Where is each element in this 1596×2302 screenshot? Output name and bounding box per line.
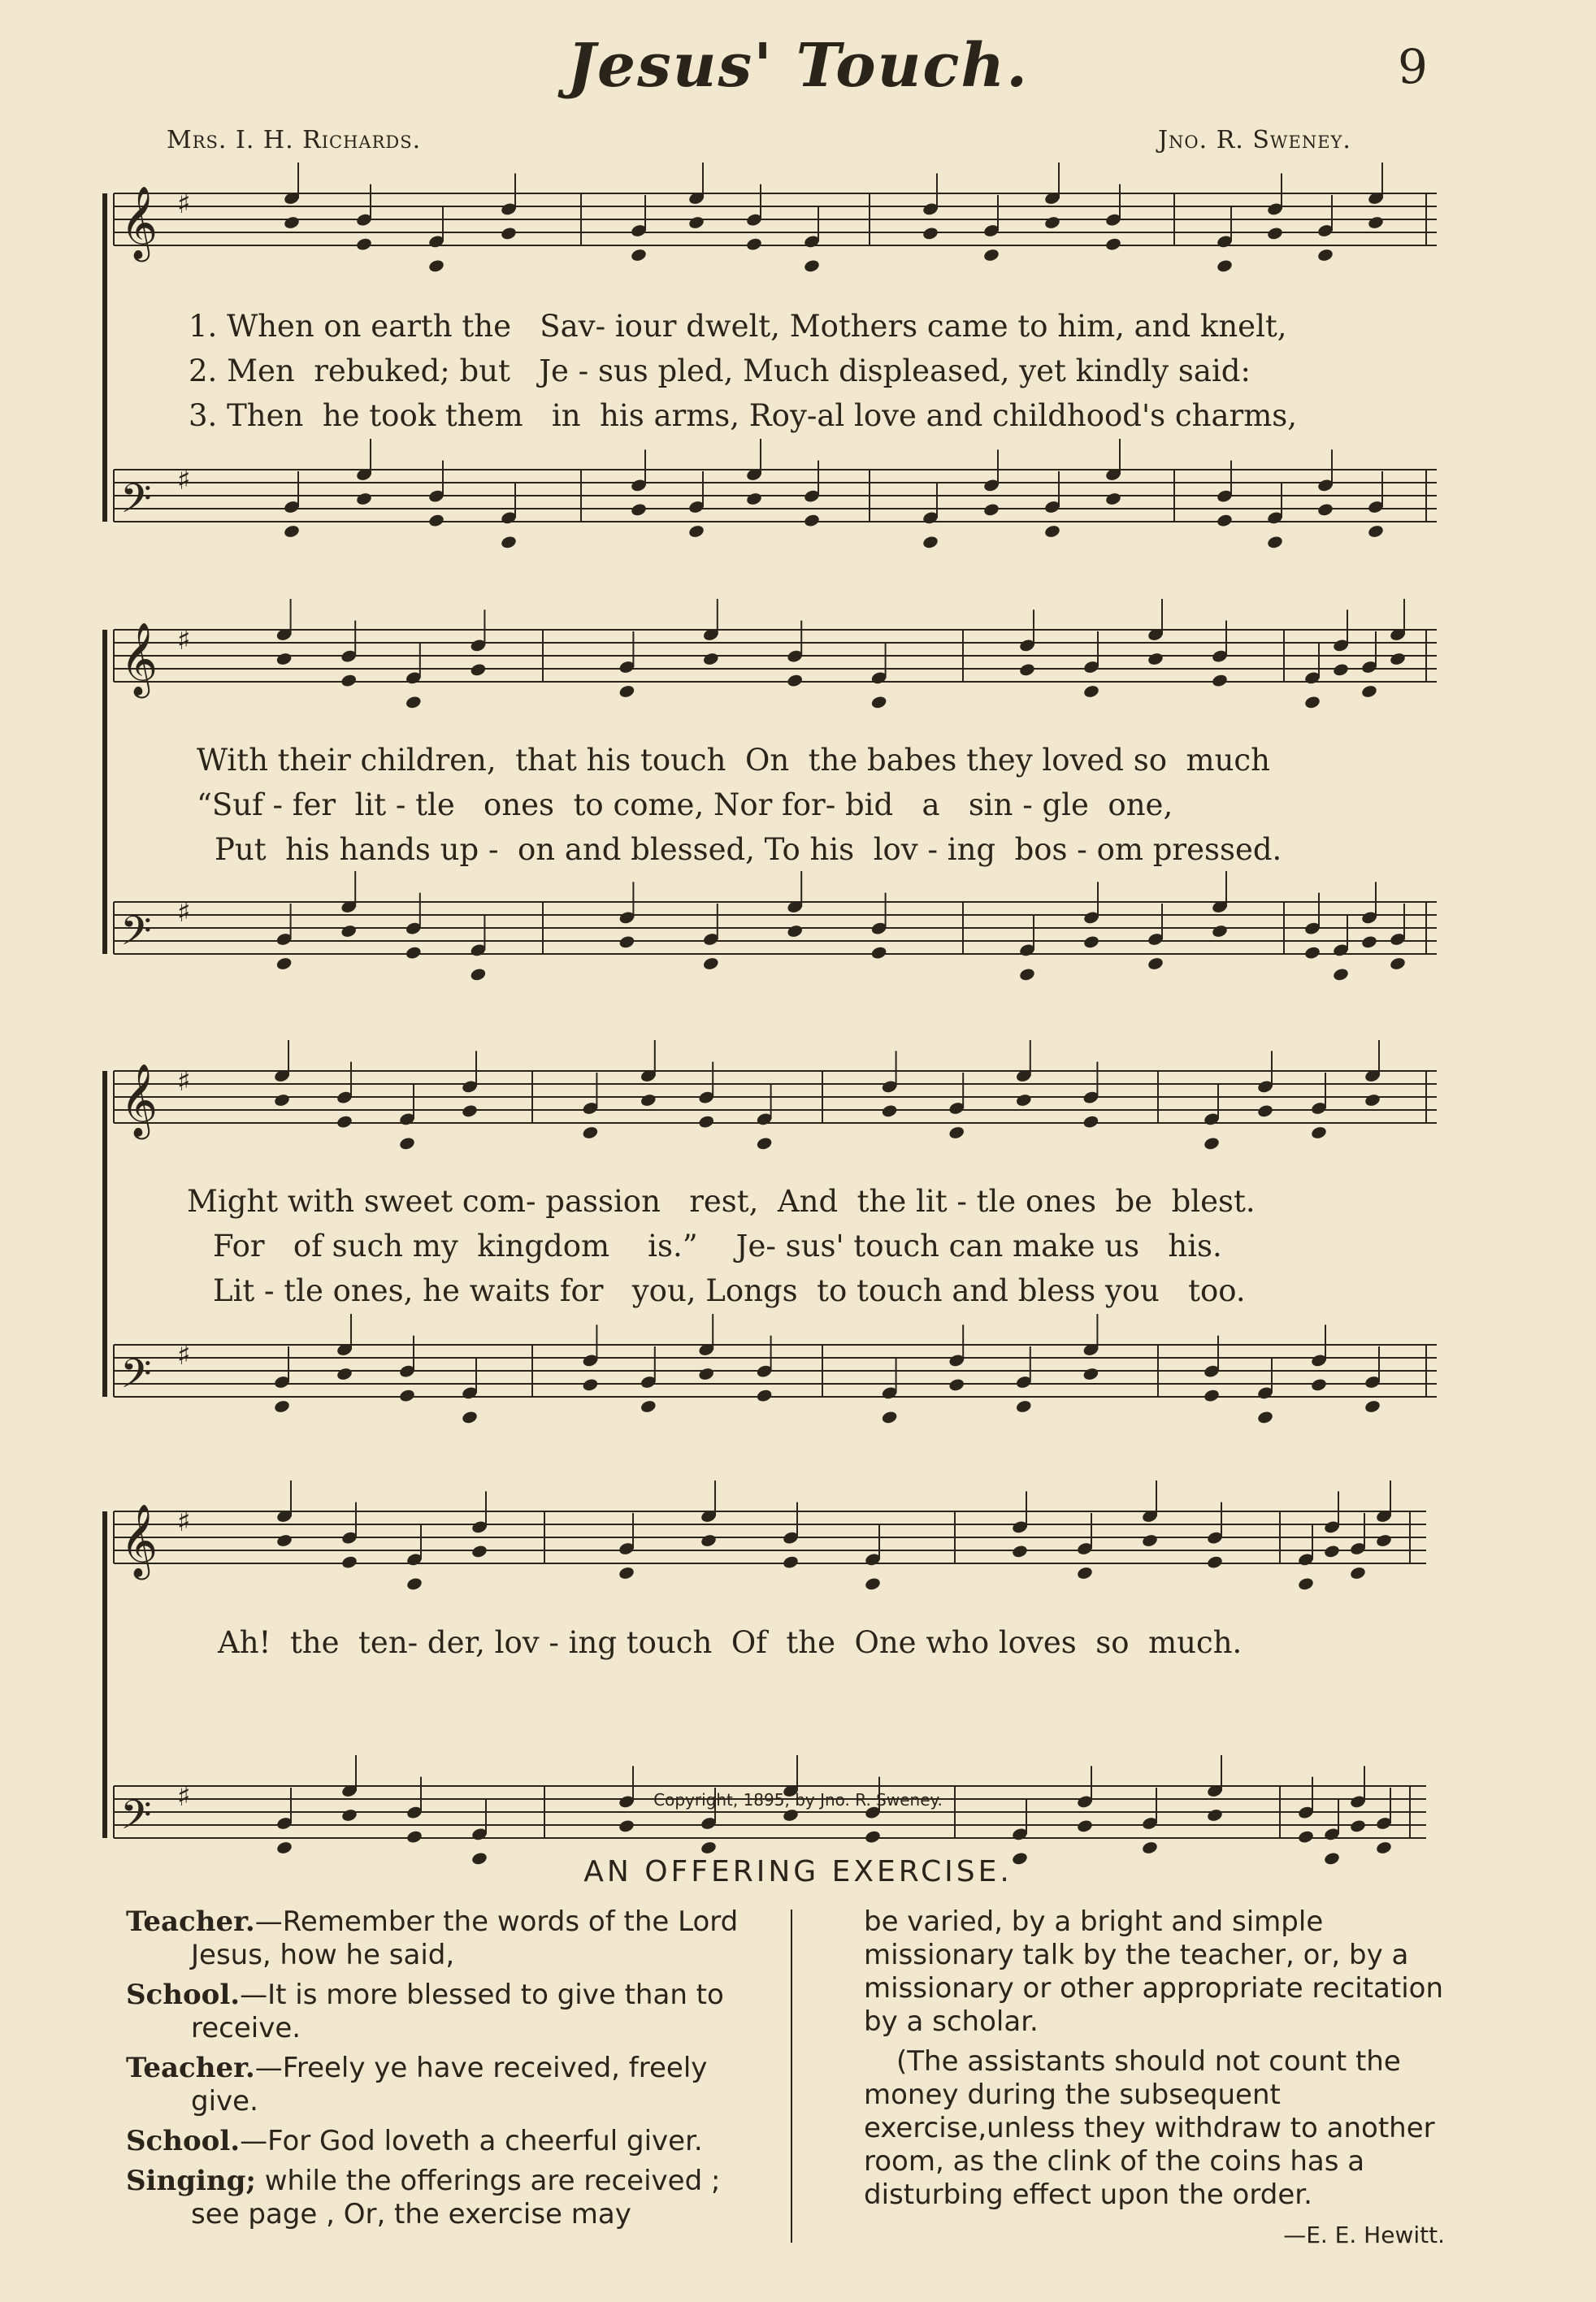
note-head xyxy=(1360,684,1377,699)
note-head xyxy=(630,248,647,262)
note-head xyxy=(1018,662,1035,677)
note-head xyxy=(700,1840,717,1855)
note-head xyxy=(787,673,804,687)
note-head xyxy=(1297,1576,1314,1591)
treble-clef: 𝄞 xyxy=(120,1064,158,1137)
note-head xyxy=(1104,236,1121,251)
note-head xyxy=(1018,967,1035,982)
note-head xyxy=(461,1103,478,1118)
note-head xyxy=(1323,1544,1340,1559)
sharp-sign: ♯ xyxy=(177,1780,191,1813)
note-head xyxy=(1206,1554,1223,1569)
note-head xyxy=(618,684,635,699)
note-head xyxy=(470,662,487,677)
note-head xyxy=(1104,492,1121,506)
note-head xyxy=(1076,1819,1093,1833)
note-head xyxy=(1349,1566,1366,1580)
note-head xyxy=(745,236,762,251)
note-head xyxy=(1256,1410,1273,1424)
lyric-line: 2. Men rebuked; but Je - sus pled, Much displeased, yet kindly said: xyxy=(189,353,1251,388)
note-head xyxy=(881,1410,898,1424)
note-head xyxy=(640,1093,657,1108)
exercise-line: Teacher.—Remember the words of the Lord Jesus, how he said, xyxy=(126,1905,739,1971)
note-head xyxy=(618,934,635,949)
note-head xyxy=(1332,662,1349,677)
note-head xyxy=(1203,1136,1220,1151)
note-head xyxy=(1375,1840,1392,1855)
note-head xyxy=(1211,673,1228,687)
note-head xyxy=(283,215,300,230)
note-head xyxy=(1015,1399,1032,1414)
note-head xyxy=(340,1554,358,1569)
note-head xyxy=(870,945,887,960)
note-head xyxy=(427,258,445,273)
note-head xyxy=(787,924,804,939)
system-brace xyxy=(102,1511,107,1838)
note-head xyxy=(698,1114,715,1129)
note-head xyxy=(1367,524,1384,539)
note-head xyxy=(922,535,939,549)
note-head xyxy=(340,673,358,687)
bass-clef: 𝄢 xyxy=(120,1350,152,1407)
note-head xyxy=(1360,934,1377,949)
lyric-line: “Suf - fer lit - tle ones to come, Nor for- bid a sin - gle one, xyxy=(197,787,1173,822)
note-head xyxy=(471,1544,488,1559)
note-head xyxy=(756,1388,773,1402)
lyric-line: For of such my kingdom is.” Je- sus' touch can make us his. xyxy=(213,1229,1222,1264)
note-head xyxy=(340,924,358,939)
note-head xyxy=(500,535,517,549)
note-head xyxy=(275,652,293,666)
note-head xyxy=(275,1533,293,1548)
lyric-line: 1. When on earth the Sav- iour dwelt, Mothers came to him, and knelt, xyxy=(189,309,1287,344)
note-head xyxy=(283,524,300,539)
note-head xyxy=(864,1829,881,1844)
note-head xyxy=(1216,513,1233,527)
sharp-sign: ♯ xyxy=(177,464,191,496)
bass-clef: 𝄢 xyxy=(120,475,152,532)
system-brace xyxy=(102,1071,107,1397)
note-head xyxy=(702,652,719,666)
note-head xyxy=(687,524,705,539)
note-head xyxy=(398,1136,415,1151)
exercise-left-column xyxy=(126,1905,768,2238)
note-head xyxy=(1310,1377,1327,1392)
note-head xyxy=(982,248,1000,262)
note-head xyxy=(1043,215,1060,230)
note-head xyxy=(948,1125,965,1140)
note-head xyxy=(336,1114,353,1129)
note-head xyxy=(1310,1125,1327,1140)
note-head xyxy=(1297,1829,1314,1844)
sharp-sign: ♯ xyxy=(177,624,191,657)
note-head xyxy=(340,1808,358,1823)
copyright-notice: Copyright, 1895, by Jno. R. Sweney. xyxy=(653,1790,943,1810)
note-head xyxy=(1076,1566,1093,1580)
note-head xyxy=(1203,1388,1220,1402)
bass-clef: 𝄢 xyxy=(120,908,152,965)
note-head xyxy=(500,226,517,241)
treble-clef: 𝄞 xyxy=(120,1504,158,1577)
exercise-right-column xyxy=(864,1905,1445,2252)
composer-credit: Jno. R. Sweney. xyxy=(1158,126,1351,154)
note-head xyxy=(1043,524,1060,539)
note-head xyxy=(922,226,939,241)
sharp-sign: ♯ xyxy=(177,896,191,929)
note-head xyxy=(355,492,372,506)
note-head xyxy=(702,956,719,971)
note-head xyxy=(273,1093,290,1108)
note-head xyxy=(1015,1093,1032,1108)
note-head xyxy=(1206,1808,1223,1823)
exercise-line: School.—For God loveth a cheerful giver. xyxy=(126,2125,703,2157)
sharp-sign: ♯ xyxy=(177,1339,191,1372)
note-head xyxy=(1316,502,1334,517)
note-head xyxy=(698,1367,715,1381)
treble-clef: 𝄞 xyxy=(120,622,158,696)
note-head xyxy=(745,492,762,506)
note-head xyxy=(630,502,647,517)
note-head xyxy=(398,1388,415,1402)
note-head xyxy=(1147,956,1164,971)
note-head xyxy=(582,1377,599,1392)
note-head xyxy=(782,1808,799,1823)
system-brace xyxy=(102,630,107,954)
lyricist-credit: Mrs. I. H. Richards. xyxy=(167,126,422,154)
note-head xyxy=(405,695,422,709)
note-head xyxy=(1364,1093,1381,1108)
note-head xyxy=(618,1566,635,1580)
note-head xyxy=(1147,652,1164,666)
note-head xyxy=(1303,945,1321,960)
note-head xyxy=(1082,684,1099,699)
note-head xyxy=(1256,1103,1273,1118)
exercise-line: School.—It is more blessed to give than to receive. xyxy=(126,1979,724,2044)
exercise-line: Singing; while the offerings are received ; see page , Or, the exercise may xyxy=(126,2165,721,2230)
note-head xyxy=(470,967,487,982)
note-head xyxy=(687,215,705,230)
note-head xyxy=(756,1136,773,1151)
note-head xyxy=(1316,248,1334,262)
hymn-title: Jesus' Touch. xyxy=(567,31,1029,101)
note-head xyxy=(870,695,887,709)
treble-clef: 𝄞 xyxy=(120,186,158,259)
sharp-sign: ♯ xyxy=(177,1506,191,1538)
lyric-line: Put his hands up - on and blessed, To his lov - ing bos - om pressed. xyxy=(215,832,1282,867)
note-head xyxy=(881,1103,898,1118)
exercise-paragraph: (The assistants should not count the money during the subsequent exercise,unless they withdraw to another room, as the clink of the coins has a disturbing effect upon the order. xyxy=(864,2045,1435,2211)
lyric-line: Lit - tle ones, he waits for you, Longs to touch and bless you too. xyxy=(213,1273,1246,1308)
lyric-line: With their children, that his touch On the babes they loved so much xyxy=(197,743,1270,778)
note-head xyxy=(640,1399,657,1414)
note-head xyxy=(1011,1544,1028,1559)
note-head xyxy=(1082,1367,1099,1381)
note-head xyxy=(336,1367,353,1381)
note-head xyxy=(1303,695,1321,709)
lyric-line: Ah! the ten- der, lov - ing touch Of the One who loves so much. xyxy=(218,1625,1243,1660)
note-head xyxy=(1082,1114,1099,1129)
note-head xyxy=(1211,924,1228,939)
note-head xyxy=(405,945,422,960)
note-head xyxy=(461,1410,478,1424)
note-head xyxy=(1364,1399,1381,1414)
exercise-line: Teacher.—Freely ye have received, freely give. xyxy=(126,2052,708,2118)
note-head xyxy=(1266,226,1283,241)
lyric-line: Might with sweet com- passion rest, And the lit - tle ones be blest. xyxy=(187,1184,1256,1219)
exercise-paragraph: be varied, by a bright and simple missionary talk by the teacher, or, by a missionary or other appropriate recitation by a scholar. xyxy=(864,1905,1444,2038)
note-head xyxy=(582,1125,599,1140)
note-head xyxy=(1266,535,1283,549)
lyric-line: 3. Then he took them in his arms, Roy-al love and childhood's charms, xyxy=(189,398,1298,433)
note-head xyxy=(1349,1819,1366,1833)
note-head xyxy=(864,1576,881,1591)
note-head xyxy=(618,1819,635,1833)
note-head xyxy=(406,1829,423,1844)
note-head xyxy=(1367,215,1384,230)
note-head xyxy=(275,956,293,971)
note-head xyxy=(982,502,1000,517)
note-head xyxy=(427,513,445,527)
exercise-heading: AN OFFERING EXERCISE. xyxy=(583,1855,1013,1888)
sharp-sign: ♯ xyxy=(177,188,191,220)
note-head xyxy=(803,258,820,273)
system-brace xyxy=(102,193,107,522)
note-head xyxy=(1216,258,1233,273)
note-head xyxy=(1375,1533,1392,1548)
note-head xyxy=(1389,956,1406,971)
note-head xyxy=(275,1840,293,1855)
page-number: 9 xyxy=(1398,39,1428,94)
bass-clef: 𝄢 xyxy=(120,1792,152,1849)
note-head xyxy=(1389,652,1406,666)
note-head xyxy=(1082,934,1099,949)
note-head xyxy=(700,1533,717,1548)
note-head xyxy=(1141,1840,1158,1855)
sharp-sign: ♯ xyxy=(177,1065,191,1098)
note-head xyxy=(273,1399,290,1414)
note-head xyxy=(782,1554,799,1569)
note-head xyxy=(803,513,820,527)
note-head xyxy=(406,1576,423,1591)
column-divider xyxy=(791,1910,792,2243)
note-head xyxy=(1141,1533,1158,1548)
note-head xyxy=(1332,967,1349,982)
note-head xyxy=(948,1377,965,1392)
author-signature: —E. E. Hewitt. xyxy=(1283,2222,1445,2248)
note-head xyxy=(355,236,372,251)
